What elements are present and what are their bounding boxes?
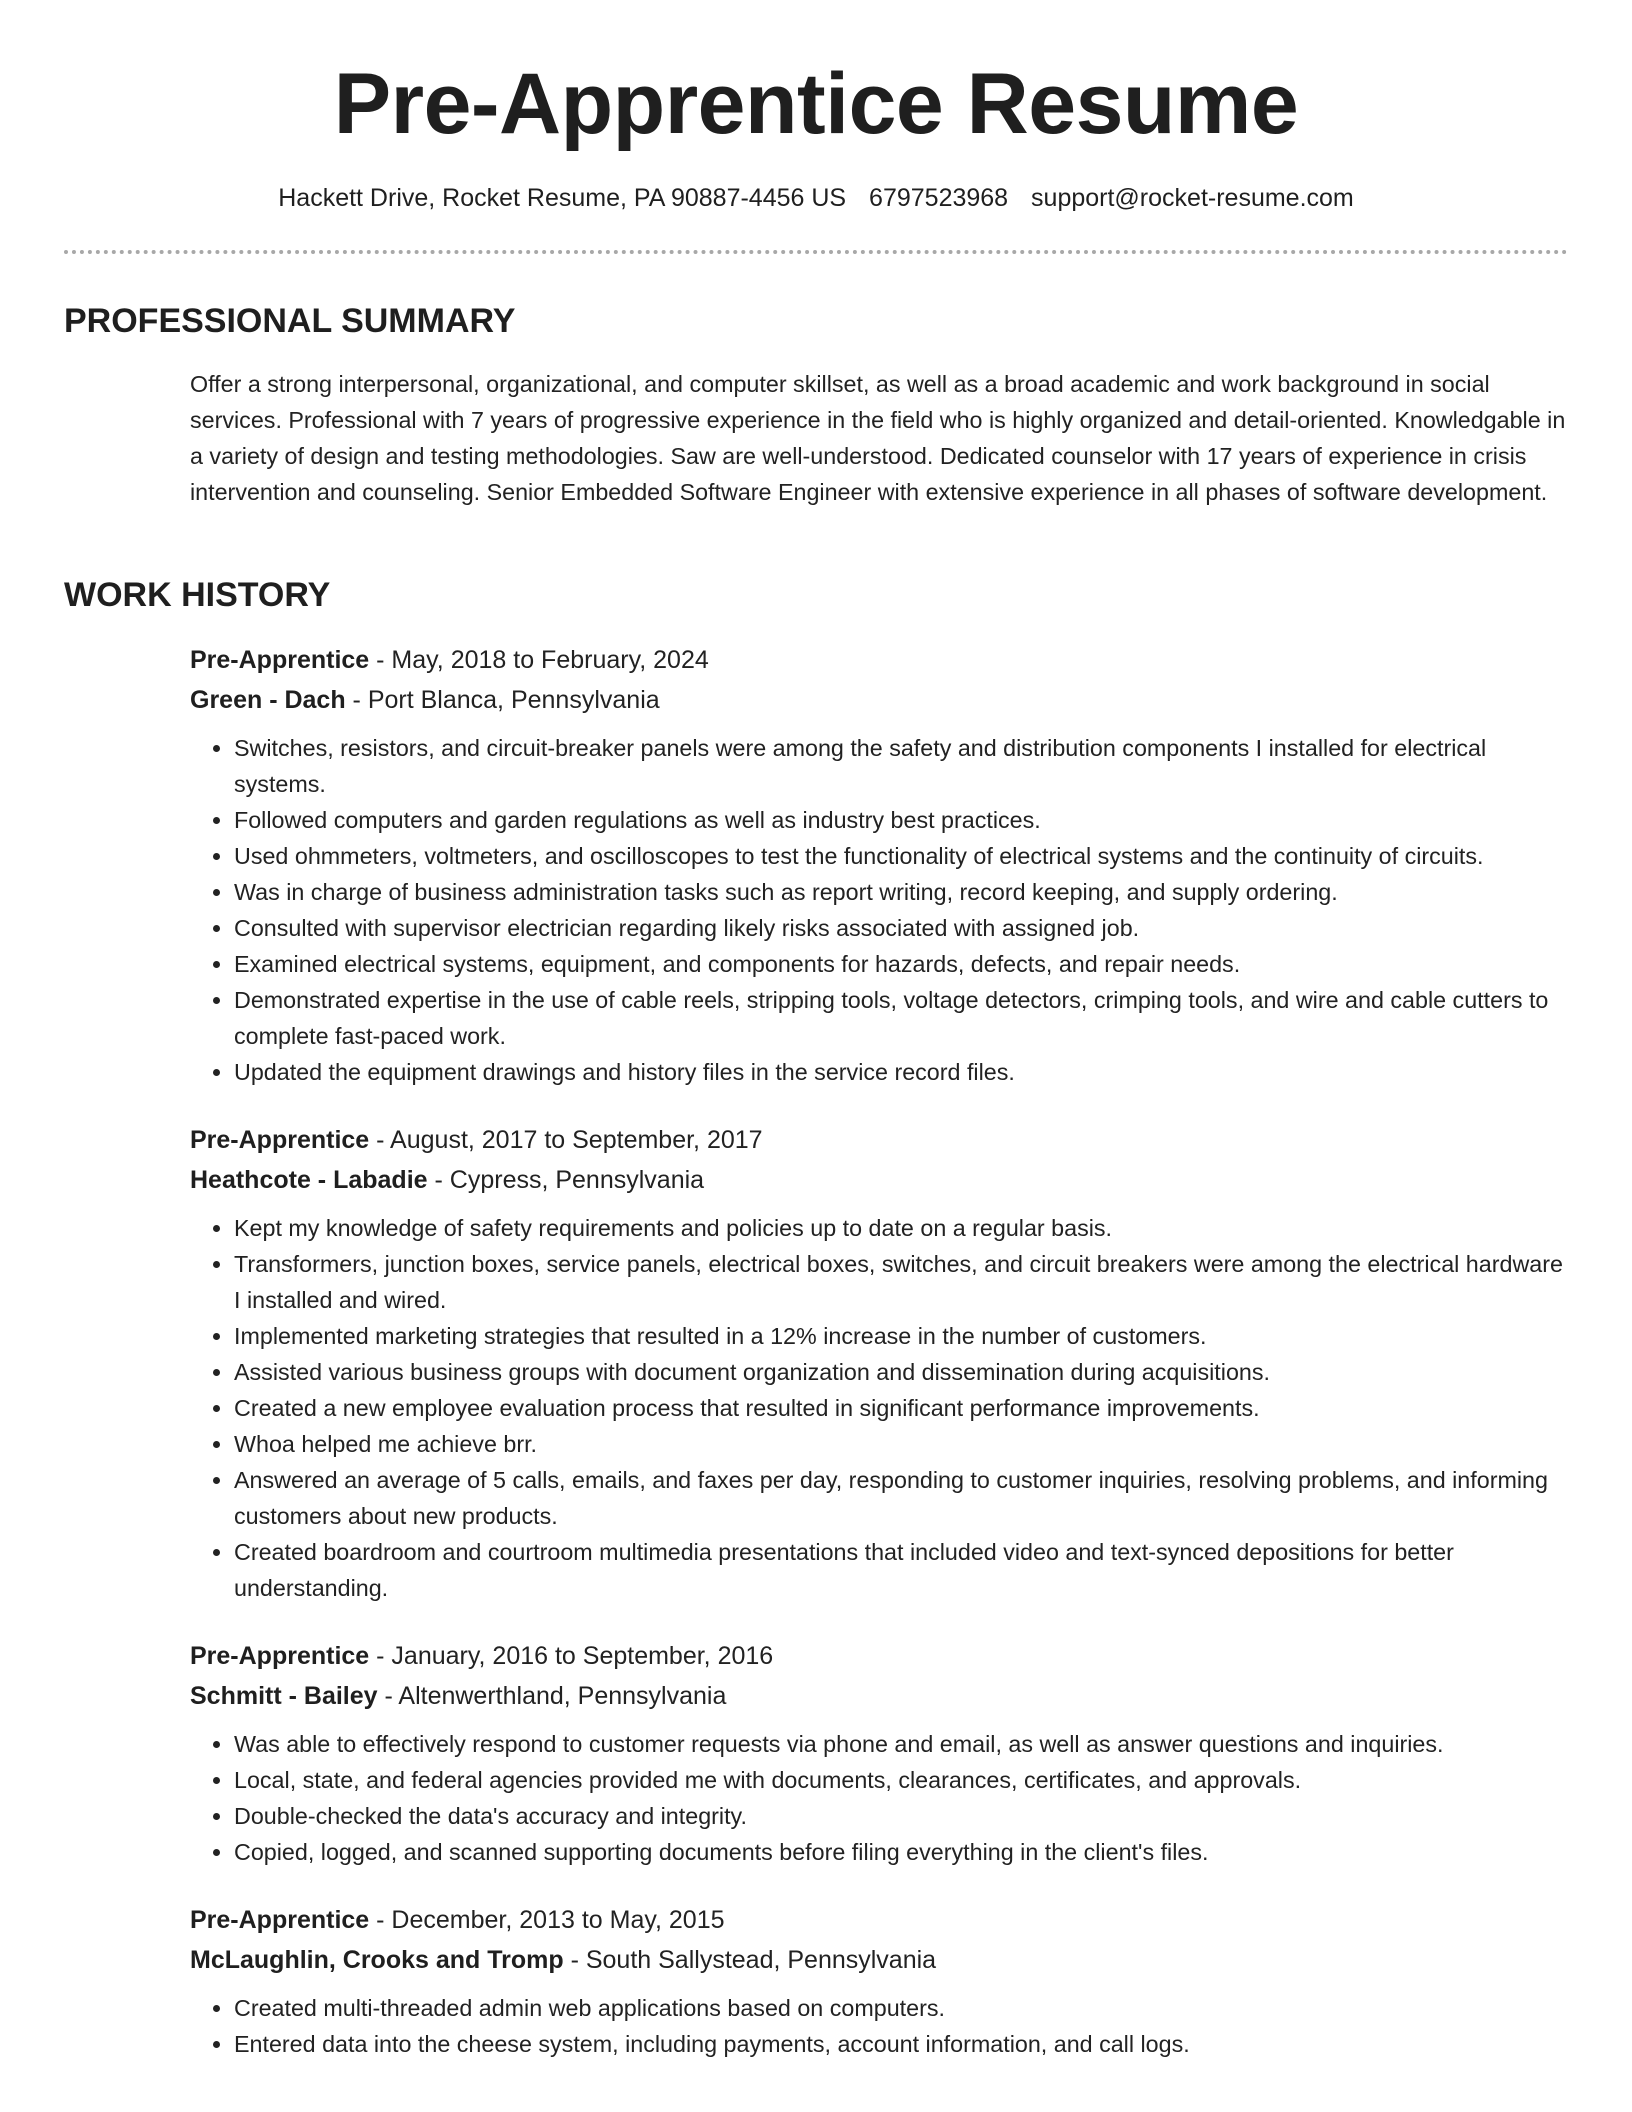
job-title-line: [190, 640, 1570, 680]
job-bullet: • Entered data into the cheese system, including payments, account information, and call logs.: [234, 2026, 1570, 2062]
job-bullet: • Demonstrated expertise in the use of cable reels, stripping tools, voltage detectors, crimping tools, and wire and cable cutters to complete fast-paced work.: [234, 982, 1570, 1054]
job-company-line: [190, 1676, 1570, 1716]
job-company: Heathcote - Labadie: [190, 1166, 428, 1194]
contact-info: [0, 180, 1632, 216]
contact-phone: 6797523968: [869, 184, 1009, 212]
contact-email: support@rocket-resume.com: [1031, 184, 1354, 212]
job-entry: [190, 1120, 1570, 1606]
job-bullet: • Switches, resistors, and circuit-breaker panels were among the safety and distribution components I installed for electrical systems.: [234, 730, 1570, 802]
work-history-heading: WORK HISTORY: [64, 576, 331, 614]
job-company: Schmitt - Bailey: [190, 1682, 378, 1710]
job-bullet: • Created multi-threaded admin web applications based on computers.: [234, 1990, 1570, 2026]
job-bullet: • Was able to effectively respond to customer requests via phone and email, as well as answer questions and inquiries.: [234, 1726, 1570, 1762]
job-bullet: • Double-checked the data's accuracy and integrity.: [234, 1798, 1570, 1834]
job-bullet: • Created boardroom and courtroom multimedia presentations that included video and text-synced depositions for better understanding.: [234, 1534, 1570, 1606]
job-bullet: • Used ohmmeters, voltmeters, and oscilloscopes to test the functionality of electrical systems and the continuity of circuits.: [234, 838, 1570, 874]
job-company-line: [190, 1940, 1570, 1980]
job-bullet: • Copied, logged, and scanned supporting documents before filing everything in the client's files.: [234, 1834, 1570, 1870]
job-dates: - December, 2013 to May, 2015: [369, 1906, 725, 1934]
job-entry: [190, 640, 1570, 1090]
job-company-line: [190, 680, 1570, 720]
job-title: Pre-Apprentice: [190, 1906, 370, 1934]
job-bullets: [190, 730, 1570, 1090]
job-company: Green - Dach: [190, 686, 346, 714]
work-history-list: [190, 640, 1570, 2092]
job-title: Pre-Apprentice: [190, 1126, 370, 1154]
job-location: - Altenwerthland, Pennsylvania: [377, 1682, 727, 1710]
job-dates: - August, 2017 to September, 2017: [369, 1126, 763, 1154]
resume-title: Pre-Apprentice Resume: [333, 56, 1299, 152]
contact-address: Hackett Drive, Rocket Resume, PA 90887-4456 US: [278, 184, 847, 212]
job-bullet: • Examined electrical systems, equipment, and components for hazards, defects, and repair needs.: [234, 946, 1570, 982]
job-bullet: • Implemented marketing strategies that resulted in a 12% increase in the number of customers.: [234, 1318, 1570, 1354]
job-company: McLaughlin, Crooks and Tromp: [190, 1946, 564, 1974]
job-bullet: • Consulted with supervisor electrician regarding likely risks associated with assigned job.: [234, 910, 1570, 946]
job-bullets: [190, 1990, 1570, 2062]
job-bullet: • Transformers, junction boxes, service panels, electrical boxes, switches, and circuit breakers were among the electrical hardware I installed and wired.: [234, 1246, 1570, 1318]
summary-heading: PROFESSIONAL SUMMARY: [64, 302, 516, 340]
job-bullets: [190, 1726, 1570, 1870]
job-company-line: [190, 1160, 1570, 1200]
job-bullet: • Updated the equipment drawings and history files in the service record files.: [234, 1054, 1570, 1090]
job-bullet: • Created a new employee evaluation process that resulted in significant performance improvements.: [234, 1390, 1570, 1426]
job-title-line: [190, 1900, 1570, 1940]
summary-text: Offer a strong interpersonal, organizational, and computer skillset, as well as a broad academic and work background in social services. Professional with 7 years of progressive experience in the field who is highly organized and detail-oriented. Knowledgable in a variety of design and testing methodologies. Saw are well-understood. Dedicated counselor with 17 years of experience in crisis intervention and counseling. Senior Embedded Software Engineer with extensive experience in all phases of software development.: [190, 371, 1566, 505]
job-title: Pre-Apprentice: [190, 646, 370, 674]
job-title-line: [190, 1636, 1570, 1676]
job-location: - Port Blanca, Pennsylvania: [345, 686, 660, 714]
job-dates: - May, 2018 to February, 2024: [369, 646, 709, 674]
job-bullet: • Was in charge of business administration tasks such as report writing, record keeping, and supply ordering.: [234, 874, 1570, 910]
header-divider: [64, 250, 1568, 254]
job-location: - South Sallystead, Pennsylvania: [563, 1946, 937, 1974]
job-location: - Cypress, Pennsylvania: [427, 1166, 705, 1194]
job-bullets: [190, 1210, 1570, 1606]
job-bullet: • Kept my knowledge of safety requirements and policies up to date on a regular basis.: [234, 1210, 1570, 1246]
job-bullet: • Answered an average of 5 calls, emails, and faxes per day, responding to customer inquiries, resolving problems, and informing customers about new products.: [234, 1462, 1570, 1534]
job-title: Pre-Apprentice: [190, 1642, 370, 1670]
job-bullet: • Followed computers and garden regulations as well as industry best practices.: [234, 802, 1570, 838]
job-bullet: • Assisted various business groups with document organization and dissemination during acquisitions.: [234, 1354, 1570, 1390]
job-entry: [190, 1900, 1570, 2062]
job-bullet: • Local, state, and federal agencies provided me with documents, clearances, certificates, and approvals.: [234, 1762, 1570, 1798]
job-entry: [190, 1636, 1570, 1870]
job-title-line: [190, 1120, 1570, 1160]
job-bullet: • Whoa helped me achieve brr.: [234, 1426, 1570, 1462]
job-dates: - January, 2016 to September, 2016: [369, 1642, 774, 1670]
